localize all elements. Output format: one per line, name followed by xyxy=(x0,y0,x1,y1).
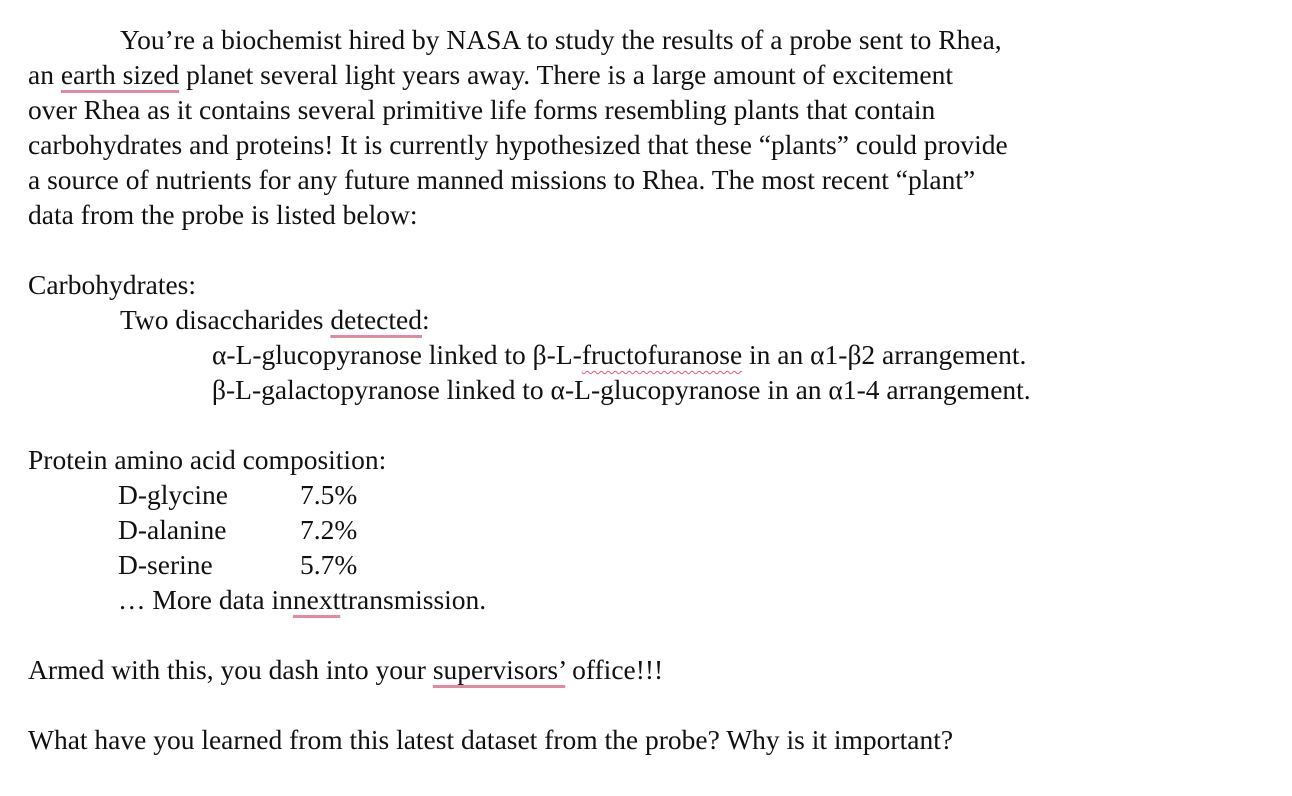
spelling-flag-earth-sized[interactable]: earth sized xyxy=(60,59,180,90)
disaccharide-1-part: -glucopyranose linked to β- xyxy=(252,339,556,370)
intro-line-4: carbohydrates and proteins! It is currently hypothesized that these “plants” could provide xyxy=(28,129,1008,160)
l-config-label: L xyxy=(235,374,252,405)
intro-line-6: data from the probe is listed below: xyxy=(28,199,418,230)
disaccharide-2-part: β- xyxy=(212,374,236,405)
amino-acid-label: -glycine xyxy=(137,479,228,510)
spelling-flag-supervisors[interactable]: supervisors’ xyxy=(432,654,566,685)
armed-line xyxy=(28,652,1278,687)
amino-acid-label: -serine xyxy=(137,549,213,580)
protein-heading: Protein amino acid composition: xyxy=(28,444,387,475)
intro-line-5: a source of nutrients for any future manned missions to Rhea. The most recent “plant” xyxy=(28,164,976,195)
armed-suffix: office!!! xyxy=(565,654,664,685)
intro-line-2-prefix: an xyxy=(28,59,61,90)
amino-acid-name xyxy=(118,477,300,512)
disaccharide-2 xyxy=(28,372,1278,407)
disaccharide-2-part: -galactopyranose linked to α- xyxy=(251,374,575,405)
document-page xyxy=(28,22,1278,757)
intro-line-3: over Rhea as it contains several primitive life forms resembling plants that contain xyxy=(28,94,936,125)
disaccharide-1-part: - xyxy=(572,339,582,370)
amino-acid-row xyxy=(118,512,1278,547)
disaccharide-2-part: -glucopyranose in an α1-4 arrangement. xyxy=(590,374,1031,405)
intro-line-2-rest: planet several light years away. There is a large amount of excitement xyxy=(186,59,953,90)
l-config-label: L xyxy=(574,374,591,405)
intro-paragraph xyxy=(28,22,1278,232)
amino-acid-value: 7.2% xyxy=(300,514,358,545)
question-line: What have you learned from this latest dataset from the probe? Why is it important? xyxy=(28,724,954,755)
amino-acid-row xyxy=(118,547,1278,582)
subheading-prefix: Two disaccharides xyxy=(120,304,331,335)
more-data-suffix: transmission. xyxy=(340,584,487,615)
d-config-label: D xyxy=(118,549,138,580)
spelling-flag-detected[interactable]: detected xyxy=(330,304,422,335)
amino-acid-value: 5.7% xyxy=(300,549,358,580)
amino-acid-name xyxy=(118,512,300,547)
amino-acid-label: -alanine xyxy=(137,514,227,545)
armed-prefix: Armed with this, you dash into your xyxy=(28,654,433,685)
disaccharide-1 xyxy=(28,337,1278,372)
disaccharide-1-part: α- xyxy=(212,339,236,370)
d-config-label: D xyxy=(118,514,138,545)
amino-acid-value: 7.5% xyxy=(300,479,358,510)
spelling-flag-fructofuranose[interactable]: fructofuranose xyxy=(581,339,743,370)
spelling-flag-next[interactable]: next xyxy=(292,584,341,615)
l-config-label: L xyxy=(235,339,253,370)
subheading-suffix: : xyxy=(421,304,430,335)
l-config-label: L xyxy=(555,339,573,370)
intro-line-2 xyxy=(28,57,1278,92)
intro-line-1: You’re a biochemist hired by NASA to study the results of a probe sent to Rhea, xyxy=(120,24,1002,55)
more-data-line xyxy=(118,582,1278,617)
amino-acid-row xyxy=(118,477,1278,512)
amino-acid-name xyxy=(118,547,300,582)
disaccharide-1-part: in an α1-β2 arrangement. xyxy=(742,339,1027,370)
carbohydrates-subheading xyxy=(28,302,1278,337)
more-data-prefix: … More data in xyxy=(118,584,293,615)
amino-acid-table xyxy=(28,477,1278,617)
d-config-label: D xyxy=(118,479,138,510)
carbohydrates-heading: Carbohydrates: xyxy=(28,269,197,300)
